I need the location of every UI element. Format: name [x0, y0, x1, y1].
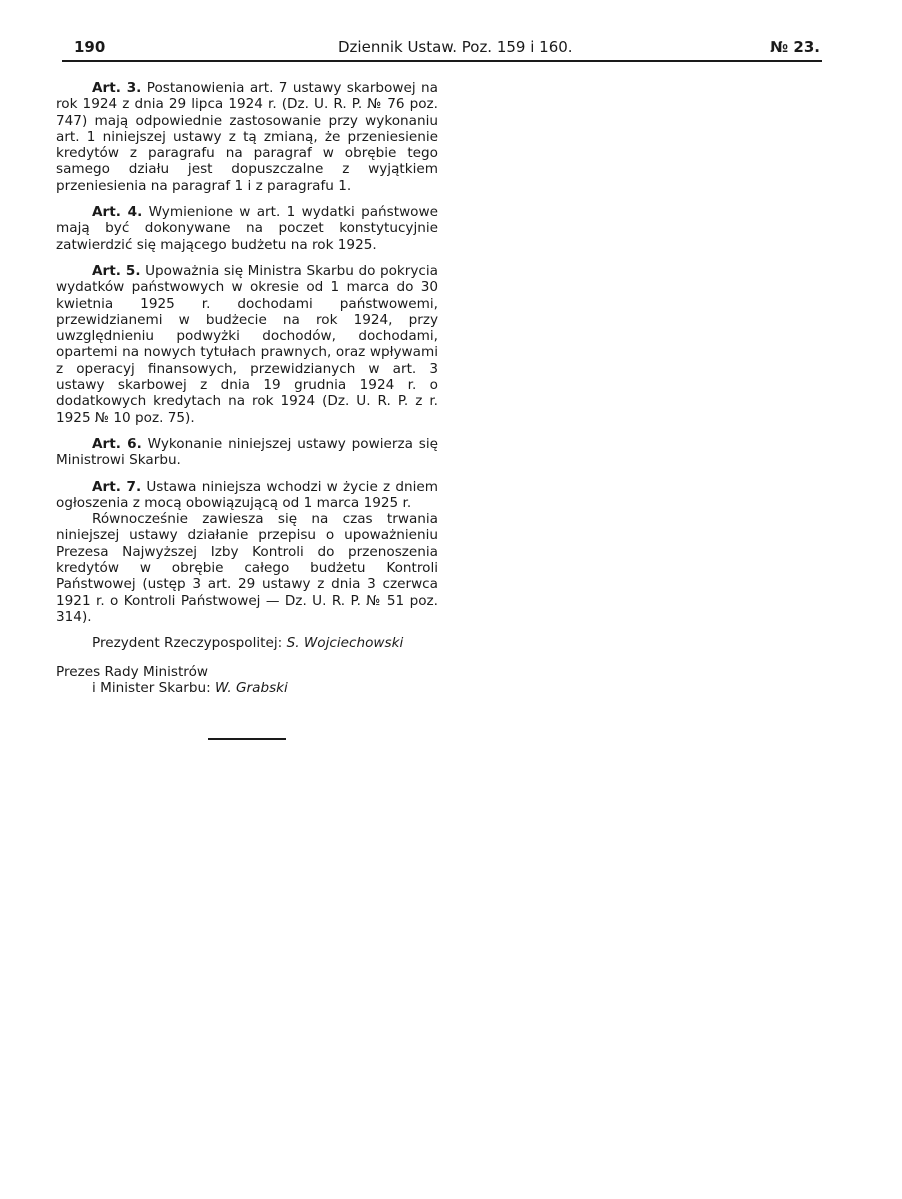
pm-title-line: Prezes Rady Ministrów — [56, 663, 209, 680]
president-name: S. Wojciechowski — [286, 635, 404, 652]
article-label: Art. 7. — [92, 478, 142, 495]
article-3 — [56, 80, 438, 194]
article-label: Art. 4. — [92, 204, 143, 221]
article-text: Upoważnia się Ministra Skarbu do pokrycia wydatków państwowych w okresie od 1 marca do 30 kwietnia 1925 r. dochodami państwowemi, przewidzianemi w budżecie na rok 1924, przy uwzględnieniu podwyżki dochodów, dochodami, opartemi na nowych tytułach prawnych, oraz wpływami z operacyj finansowych, przewidzianych w art. 3 ustawy skarbowej z dnia 19 grudnia 1924 r. o dodatkowych kredytach na rok 1924 (Dz. U. R. P. z r. 1925 № 10 poz. 75). — [56, 262, 438, 426]
end-rule — [208, 738, 286, 740]
article-6 — [56, 436, 438, 469]
article-label: Art. 5. — [92, 262, 141, 279]
article-text: Wymienione w art. 1 wydatki państwowe mają być dokonywane na poczet konstytucyjnie zatwierdzić się mającego budżetu na rok 1925. — [56, 204, 438, 253]
article-label: Art. 6. — [92, 435, 142, 452]
issue-number: № 23. — [770, 38, 820, 56]
article-7 — [56, 479, 438, 512]
article-text: Ustawa niniejsza wchodzi w życie z dniem ogłoszenia z mocą obowiązującą od 1 marca 1925 r. — [56, 478, 438, 511]
article-text: Postanowienia art. 7 ustawy skarbowej na rok 1924 z dnia 29 lipca 1924 r. (Dz. U. R. P. № 76 poz. 747) mają odpowiednie zastosowanie przy wykonaniu art. 1 niniejszej ustawy z tą zmianą, że przeniesienie kredytów z paragrafu na paragraf w obrębie tego samego działu jest dopuszczalne z wyjątkiem przeniesienia na paragraf 1 i z paragrafu 1. — [56, 80, 438, 194]
pm-name: W. Grabski — [215, 679, 288, 696]
journal-title: Dziennik Ustaw. Poz. 159 i 160. — [338, 38, 573, 56]
president-label: Prezydent Rzeczypospolitej: — [92, 635, 283, 652]
article-4 — [56, 204, 438, 253]
pm-signature — [92, 680, 438, 696]
president-signature — [92, 635, 438, 651]
page-header — [62, 38, 822, 62]
suspension-paragraph: Równocześnie zawiesza się na czas trwania niniejszej ustawy działanie przepisu o upoważnieniu Prezesa Najwyższej Izby Kontroli do przenoszenia kredytów w obrębie całego budżetu Kontroli Państwowej (ustęp 3 art. 29 ustawy z dnia 3 czerwca 1921 r. o Kontroli Państwowej — Dz. U. R. P. № 51 poz. 314). — [56, 511, 438, 625]
article-text: Wykonanie niniejszej ustawy powierza się Ministrowi Skarbu. — [56, 435, 438, 469]
page-number: 190 — [74, 38, 106, 56]
text-column — [56, 80, 438, 696]
article-5 — [56, 263, 438, 426]
article-label: Art. 3. — [92, 80, 142, 96]
pm-label: i Minister Skarbu: — [92, 679, 211, 696]
